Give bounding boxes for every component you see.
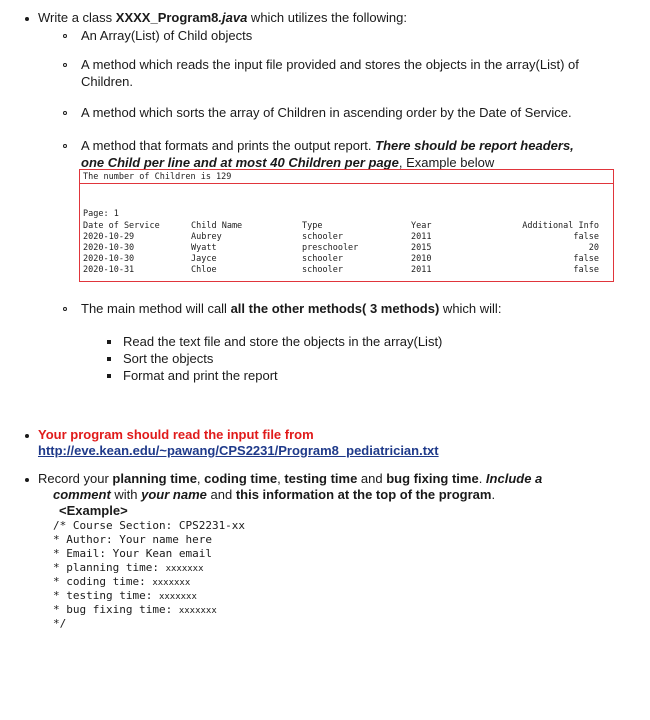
bullet-circle xyxy=(63,63,67,67)
report-cell: 2020-10-29 xyxy=(83,232,135,242)
code-placeholder: xxxxxxx xyxy=(158,592,197,602)
item3-p4: and xyxy=(357,471,387,486)
sub4-line2 xyxy=(81,155,494,170)
item3-bi1: Include a xyxy=(485,471,543,486)
code-line-8: */ xyxy=(53,617,67,630)
item3-p7: and xyxy=(206,487,236,502)
report-cell: 2015 xyxy=(411,243,432,253)
item3-b2: coding time xyxy=(204,471,278,486)
code-line-3: * Email: Your Kean email xyxy=(53,547,212,560)
report-cell: 2020-10-30 xyxy=(83,254,135,264)
input-file-link[interactable]: http://eve.kean.edu/~pawang/CPS2231/Program8_pediatrician.txt xyxy=(38,443,439,458)
item3-b3: testing time xyxy=(284,471,358,486)
item3-p6: with xyxy=(110,487,142,502)
code-placeholder: xxxxxxx xyxy=(152,578,191,588)
report-header-info: Additional Info xyxy=(522,221,599,231)
report-cell: schooler xyxy=(302,254,343,264)
report-cell: 2011 xyxy=(411,265,432,275)
code-line-6 xyxy=(53,589,197,602)
item3-bi3: your name xyxy=(141,487,207,502)
report-cell: preschooler xyxy=(302,243,359,253)
item3-p1: Record your xyxy=(38,471,113,486)
sub4-pre: A method that formats and prints the output report. xyxy=(81,138,376,153)
bullet-circle xyxy=(63,34,67,38)
sub4-post: , Example below xyxy=(398,155,495,170)
report-header-year: Year xyxy=(411,221,432,231)
sub4-line1 xyxy=(81,138,574,153)
code-line-1: /* Course Section: CPS2231-xx xyxy=(53,519,246,532)
main-method-text xyxy=(81,301,501,316)
sub4-bold2: one Child per line and at most 40 Children per page xyxy=(81,155,399,170)
report-cell: 2011 xyxy=(411,232,432,242)
code-line-7 xyxy=(53,603,217,616)
step-2: Sort the objects xyxy=(123,351,214,366)
item1-pre: Write a class xyxy=(38,10,116,25)
report-header-name: Child Name xyxy=(191,221,243,231)
report-cell: Wyatt xyxy=(191,243,217,253)
report-page-line: Page: 1 xyxy=(83,209,119,219)
report-cell: false xyxy=(573,265,599,275)
report-header-date: Date of Service xyxy=(83,221,160,231)
item3-p5: . xyxy=(478,471,486,486)
item3-b1: planning time xyxy=(112,471,197,486)
item3-bi2: comment xyxy=(53,487,111,502)
report-cell: 20 xyxy=(588,243,599,253)
code-line-2: * Author: Your name here xyxy=(53,533,212,546)
item3-p2: , xyxy=(196,471,205,486)
report-cell: false xyxy=(573,254,599,264)
report-cell: 2020-10-31 xyxy=(83,265,135,275)
item3-p3: , xyxy=(277,471,285,486)
report-count-line: The number of Children is 129 xyxy=(83,172,232,182)
code-label: * bug fixing time: xyxy=(53,603,179,616)
report-cell: schooler xyxy=(302,232,343,242)
bullet-circle xyxy=(63,111,67,115)
item3-line2 xyxy=(53,487,495,502)
code-placeholder: xxxxxxx xyxy=(165,564,204,574)
report-cell: Aubrey xyxy=(191,232,222,242)
bullet-disc xyxy=(25,17,29,21)
code-placeholder: xxxxxxx xyxy=(178,606,217,616)
item3-b4: bug fixing time xyxy=(386,471,479,486)
report-cell: schooler xyxy=(302,265,343,275)
sub2-line1: A method which reads the input file provided and stores the objects in the array(List) of xyxy=(81,57,579,72)
bullet-disc xyxy=(25,434,29,438)
sub3-text: A method which sorts the array of Children in ascending order by the Date of Service. xyxy=(81,105,572,120)
code-line-5 xyxy=(53,575,190,588)
sub4-bold1: There should be report headers, xyxy=(375,138,574,153)
main-bold: all the other methods( 3 methods) xyxy=(230,301,440,316)
report-cell: Chloe xyxy=(191,265,217,275)
report-cell: Jayce xyxy=(191,254,217,264)
code-label: * testing time: xyxy=(53,589,159,602)
bullet-circle xyxy=(63,307,67,311)
step-3: Format and print the report xyxy=(123,368,278,383)
class-ext: .java xyxy=(218,10,248,25)
item3-p8: . xyxy=(491,487,496,502)
item3-line1 xyxy=(38,471,542,486)
report-cell: false xyxy=(573,232,599,242)
bullet-disc xyxy=(25,478,29,482)
code-line-4 xyxy=(53,561,204,574)
example-label: <Example> xyxy=(59,503,128,518)
sub1-text: An Array(List) of Child objects xyxy=(81,28,253,43)
bullet-circle xyxy=(63,144,67,148)
main-post: which will: xyxy=(439,301,502,316)
code-label: * coding time: xyxy=(53,575,153,588)
class-name: XXXX_Program8 xyxy=(115,10,219,25)
main-pre: The main method will call xyxy=(81,301,231,316)
bullet-square xyxy=(107,340,111,344)
report-example-box xyxy=(79,169,614,282)
report-cell: 2020-10-30 xyxy=(83,243,135,253)
report-header-type: Type xyxy=(302,221,323,231)
item3-b5: this information at the top of the program xyxy=(235,487,492,502)
item1-post: which utilizes the following: xyxy=(247,10,408,25)
bullet-square xyxy=(107,374,111,378)
step-1: Read the text file and store the objects in the array(List) xyxy=(123,334,443,349)
bullet-square xyxy=(107,357,111,361)
item1-text xyxy=(38,10,407,25)
input-file-notice: Your program should read the input file from xyxy=(38,427,314,442)
code-label: * planning time: xyxy=(53,561,166,574)
sub2-line2: Children. xyxy=(81,74,134,89)
report-cell: 2010 xyxy=(411,254,432,264)
